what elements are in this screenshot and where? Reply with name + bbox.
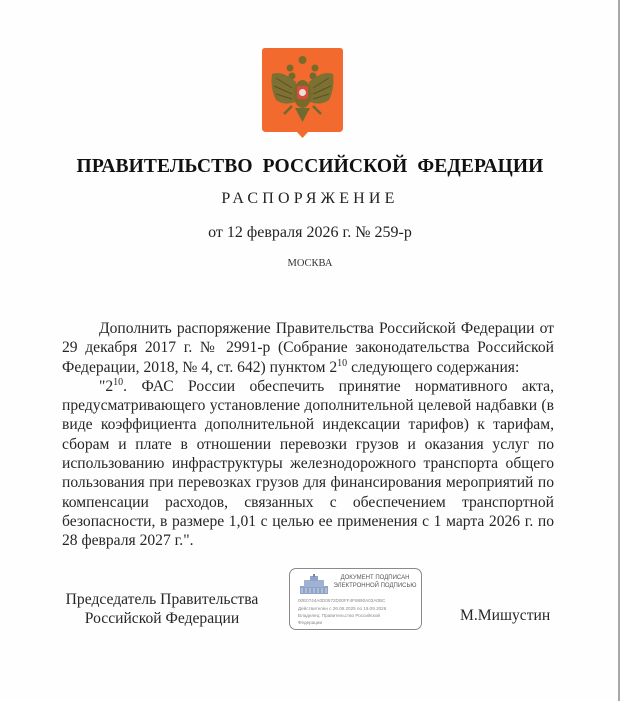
stamp-validity: Действителен с 26.06.2025 по 19.09.2026 <box>298 606 387 611</box>
paragraph-amendment: Дополнить распоряжение Правительства Российской Федерации от 29 декабря 2017 г. № 2991-р (Собрание законодательства Российской Федерации, 2018, № 4, ст. 642) пунктом $2^{10}$ следующего содержания: <box>62 320 554 376</box>
document-type: РАСПОРЯЖЕНИЕ <box>221 190 399 207</box>
document-city: МОСКВА <box>287 258 333 269</box>
stamp-owner-line1: Владелец: Правительство Российской <box>298 613 380 618</box>
document-date-number: от 12 февраля 2026 г. № 259-р <box>208 224 412 241</box>
stamp-certificate: 00E0744A0D0572D00FF4F8890A03A0BC <box>298 598 386 603</box>
document-body <box>62 319 554 551</box>
electronic-signature-stamp <box>289 568 422 630</box>
stamp-heading: ДОКУМЕНТ ПОДПИСАН ЭЛЕКТРОННОЙ ПОДПИСЬЮ <box>333 575 417 589</box>
coat-of-arms-icon <box>262 48 343 138</box>
signatory-position: Председатель Правительства Российской Федерации <box>65 591 259 627</box>
signatory-name: М.Мишустин <box>460 607 551 624</box>
government-building-icon <box>300 574 328 594</box>
issuer-title: ПРАВИТЕЛЬСТВО РОССИЙСКОЙ ФЕДЕРАЦИИ <box>76 156 544 177</box>
paragraph-new-clause: "$2^{10}$. ФАС России обеспечить принятие нормативного акта, предусматривающего установление дополнительной целевой надбавки (в виде коэффициента дополнительной индексации тарифов) к тарифам, сборам и плате в отношении перевозки грузов и оказания услуг по использованию инфраструктуры железнодорожного транспорта общего пользования при перевозках грузов для финансирования мероприятий по компенсации расходов, связанных с обеспечением транспортной безопасности, в размере 1,01 с целью ее применения с 1 марта 2026 г. по 28 февраля 2027 г.". <box>62 376 554 550</box>
stamp-owner-line2: Федерации <box>298 620 323 625</box>
